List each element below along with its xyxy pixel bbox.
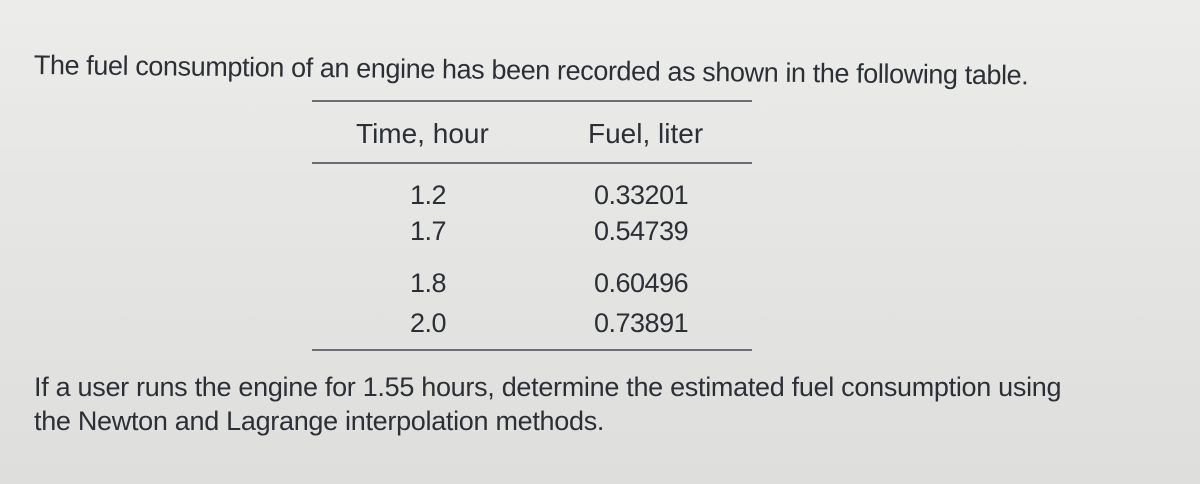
question-line-2: the Newton and Lagrange interpolation methods. <box>34 406 605 436</box>
question-text <box>34 370 1061 438</box>
time-cell: 1.7 <box>410 216 447 246</box>
time-cell: 2.0 <box>410 308 447 338</box>
table-header-rule <box>312 162 752 164</box>
fuel-cell: 0.60496 <box>594 268 689 298</box>
question-line-1: If a user runs the engine for 1.55 hours, determine the estimated fuel consumption using <box>34 372 1062 402</box>
table-top-rule <box>312 100 752 102</box>
fuel-cell: 0.73891 <box>594 308 689 338</box>
header-fuel: Fuel, liter <box>588 118 704 149</box>
table-bottom-rule <box>312 349 752 351</box>
header-time: Time, hour <box>356 118 489 149</box>
intro-text: The fuel consumption of an engine has been recorded as shown in the following table. <box>33 50 1029 91</box>
fuel-cell: 0.33201 <box>594 180 689 210</box>
time-cell: 1.2 <box>410 180 447 210</box>
fuel-cell: 0.54739 <box>594 216 689 246</box>
time-cell: 1.8 <box>410 268 447 298</box>
